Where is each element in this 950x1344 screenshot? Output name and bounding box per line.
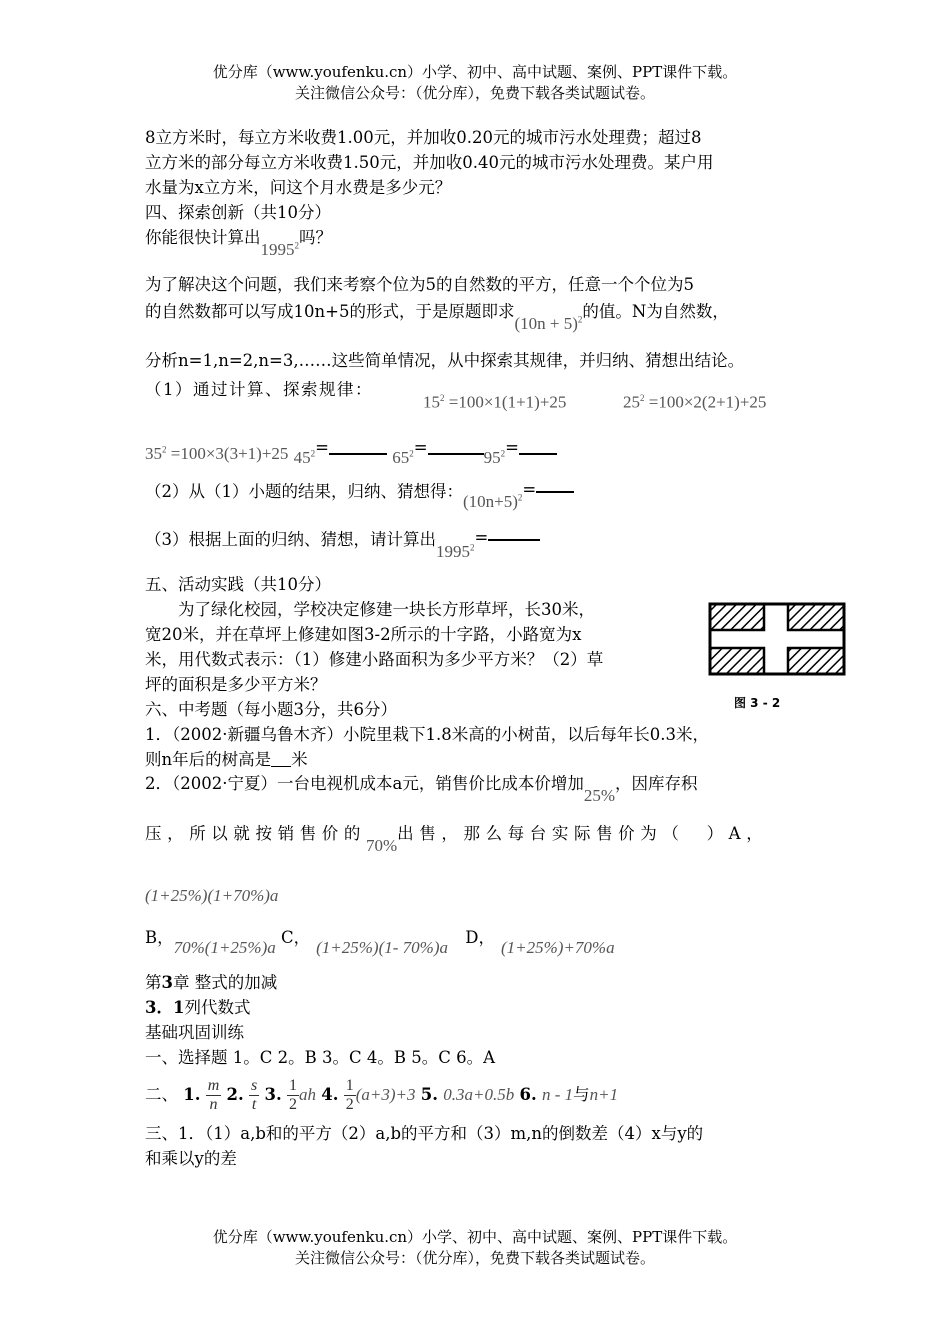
math-65sq: $65^2$	[392, 448, 414, 467]
option-d: (1+25%)+70%a	[500, 938, 615, 957]
blank-1995	[488, 537, 540, 541]
q6-2-line1: 2．（2002·宁夏）一台电视机成本a元，销售价比成本价增加25%，因库存积	[145, 774, 698, 805]
frac-half-1: $\frac{1}{2}$	[289, 1077, 297, 1113]
math-1995: 1995$^2$	[260, 240, 299, 259]
q4-step2: （2）从（1）小题的结果，归纳、猜想得：$(10n+5)^2=$	[145, 478, 574, 514]
q6-1-line1: 1．（2002·新疆乌鲁木齐）小院里栽下1.8米高的小树苗，以后每年长0.3米，	[145, 725, 709, 744]
blank-tree-height	[271, 765, 291, 767]
q4-line4: 分析n=1,n=2,n=3,……这些简单情况，从中探索其规律，并归纳、猜想出结论。	[145, 351, 745, 370]
section-4-title: 四、探索创新（共10分）	[145, 203, 331, 222]
frac-half-2: $\frac{1}{2}$	[345, 1077, 354, 1113]
option-a: (1+25%)(1+70%)a	[145, 886, 279, 905]
section-6-title: 六、中考题（每小题3分，共6分）	[145, 700, 397, 719]
blank-65	[428, 451, 484, 455]
q4-line2: 为了解决这个问题，我们来考察个位为5的自然数的平方，任意一个个位为5	[145, 275, 694, 294]
math-35sq: $35^2 =100\times 3(3+1)+25$	[145, 444, 289, 463]
para1-line1: 8立方米时，每立方米收费1.00元，并加收0.20元的城市污水处理费；超过8	[145, 128, 702, 147]
figure-label: 图 3 - 2	[734, 696, 781, 710]
q4-step3: （3）根据上面的归纳、猜想，请计算出$1995^2=$	[145, 526, 540, 564]
section-3-1-title: 3．1列代数式	[145, 998, 251, 1017]
chapter-3-title: 第3章 整式的加减	[145, 973, 278, 992]
option-c: (1+25%)(1- 70%)a	[316, 938, 448, 957]
q4-step1: （1）通过计算、探索规律： $15^2 =100\times 1(1+1)+25$ $25^2 =100\times 2(2+1)+25$	[145, 378, 373, 402]
math-general: $(10n+5)^2$	[463, 492, 523, 511]
section-5-title: 五、活动实践（共10分）	[145, 575, 331, 594]
option-b: 70%(1+25%)a	[173, 938, 276, 957]
blank-95	[519, 451, 557, 455]
math-15sq: $15^2 =100\times 1(1+1)+25$	[423, 392, 567, 412]
q6-2-line2: 压，所以就按销售价的70%出售，那么每台实际售价为（ ）A，	[145, 824, 769, 855]
frac-s-t: $\frac{s}{t}$	[251, 1077, 258, 1113]
para1-line2: 立方米的部分每立方米收费1.50元，并加收0.40元的城市污水处理费。某户用	[145, 153, 714, 172]
answers-fill: 二、 1. $\frac{m}{n}$ 2. $\frac{s}{t}$ 3. $\frac{1}{2}$ ah 4. $\frac{1}{2}$ (a+3)+3 5. 0.3a+0.5b 6. n - 1与n+1	[145, 1077, 619, 1113]
q4-line1: 你能很快计算出1995$^2$吗？	[145, 228, 332, 259]
blank-general	[536, 489, 574, 493]
q6-1-line2: 则n年后的树高是 米	[145, 750, 308, 769]
para1-line3: 水量为x立方米，问这个月水费是多少元？	[145, 178, 452, 197]
math-1995sq: 1995$^2$	[436, 542, 475, 561]
q4-step1-cont: $35^2 =100\times 3(3+1)+25$ $45^2= 65^2=95^2=$	[145, 436, 557, 470]
lawn-cross-figure	[708, 602, 846, 682]
basic-training: 基础巩固训练	[145, 1023, 244, 1042]
footer-line-2: 关注微信公众号：（优分库），免费下载各类试题试卷。	[294, 1249, 655, 1267]
math-70pct: 70%	[366, 836, 398, 855]
math-25sq: $25^2 =100\times 2(2+1)+25$	[623, 392, 767, 412]
q4-text: 你能很快计算出	[145, 228, 261, 247]
blank-45	[329, 451, 387, 455]
answers-choice: 一、选择题 1。C 2。B 3。C 4。B 5。C 6。A	[145, 1048, 495, 1067]
answers-3-line1: 三、1．（1）a,b和的平方（2）a,b的平方和（3）m,n的倒数差（4）x与y的	[145, 1124, 704, 1143]
figure-3-2	[708, 602, 846, 712]
q5-line4: 坪的面积是多少平方米？	[145, 675, 327, 694]
footer-line-1: 优分库（www.youfenku.cn）小学、初中、高中试题、案例、PPT课件下载。	[212, 1228, 738, 1246]
answers-3-line2: 和乘以y的差	[145, 1149, 237, 1168]
q5-line2: 宽20米，并在草坪上修建如图3-2所示的十字路，小路宽为x	[145, 625, 582, 644]
math-25pct: 25%	[583, 786, 615, 805]
q5-line1: 为了绿化校园，学校决定修建一块长方形草坪，长30米，	[178, 600, 595, 619]
math-95sq: $95^2$	[483, 448, 506, 467]
q4-line3: 的自然数都可以写成10n+5的形式，于是原题即求$(10n + 5)^2$的值。N为自然数，	[145, 302, 729, 333]
header-line-2: 关注微信公众号：（优分库），免费下载各类试题试卷。	[294, 84, 655, 102]
header-line-1: 优分库（www.youfenku.cn）小学、初中、高中试题、案例、PPT课件下载。	[212, 63, 738, 81]
math-10n5: $(10n + 5)^2$	[514, 314, 583, 333]
frac-m-n: $\frac{m}{n}$	[207, 1077, 220, 1113]
options-bcd: B，70%(1+25%)a C，(1+25%)(1- 70%)a D，(1+25%)+70%a	[145, 928, 615, 957]
q5-line3: 米，用代数式表示：（1）修建小路面积为多少平方米？（2）草	[145, 650, 604, 669]
math-45sq: $45^2$	[293, 448, 316, 467]
